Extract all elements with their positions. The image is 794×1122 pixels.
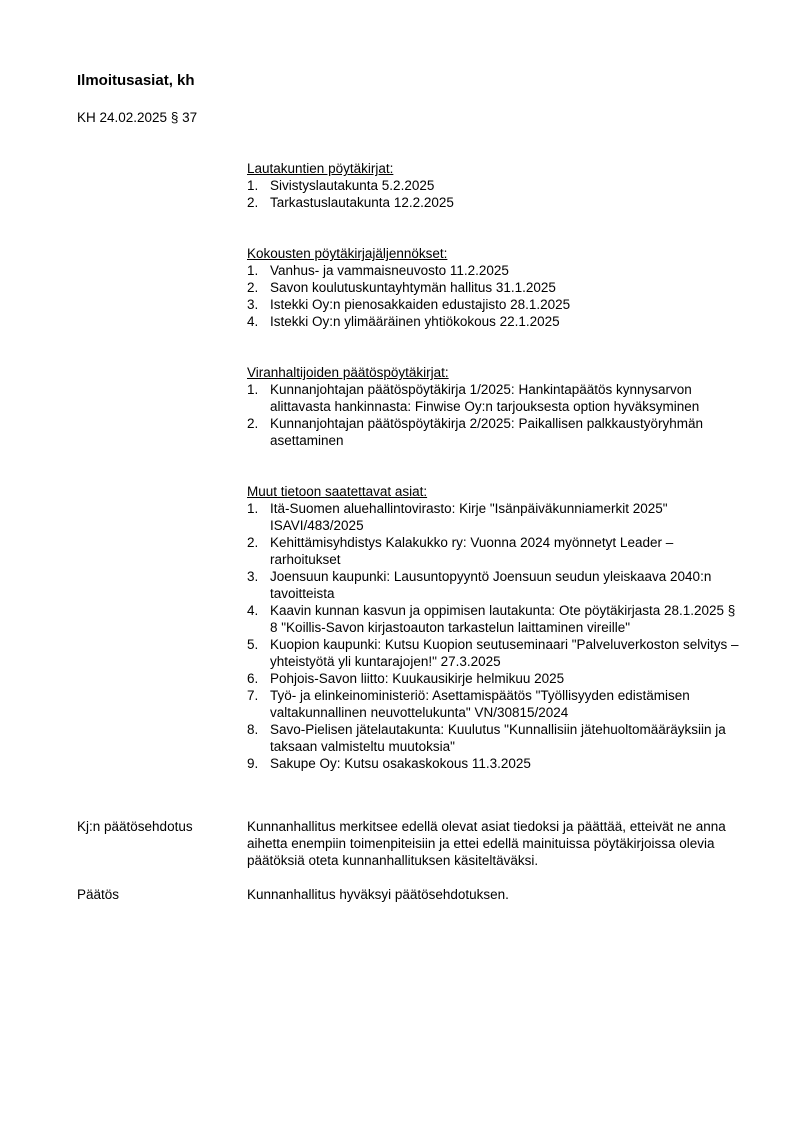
proposal-label: Kj:n päätösehdotus <box>77 819 193 834</box>
list-item: 2. Tarkastuslautakunta 12.2.2025 <box>247 195 454 210</box>
list-item: 1. Sivistyslautakunta 5.2.2025 <box>247 178 435 193</box>
list-item: 6. Pohjois-Savon liitto: Kuukausikirje helmikuu 2025 <box>247 671 565 686</box>
list-item: 2. Kunnanjohtajan päätöspöytäkirja 2/2025: Paikallisen palkkaustyöryhmän asettaminen <box>247 416 704 448</box>
list-item: 5. Kuopion kaupunki: Kutsu Kuopion seutuseminaari "Palveluverkoston selvitys – yhteistyötä yli kuntarajojen!" 27.3.2025 <box>247 637 739 669</box>
item-list <box>247 381 742 449</box>
section-meeting-extracts <box>247 245 742 330</box>
section-committee-minutes <box>247 160 742 211</box>
section-official-decisions <box>247 364 742 449</box>
section-heading: Kokousten pöytäkirjajäljennökset: <box>247 246 448 261</box>
list-item: 1. Itä-Suomen aluehallintovirasto: Kirje "Isänpäiväkunniamerkit 2025" ISAVI/483/2025 <box>247 501 668 533</box>
list-item: 1. Vanhus- ja vammaisneuvosto 11.2.2025 <box>247 263 509 278</box>
list-item: 3. Istekki Oy:n pienosakkaiden edustajisto 28.1.2025 <box>247 297 571 312</box>
decision-label: Päätös <box>77 887 120 902</box>
item-list <box>247 500 742 772</box>
list-item: 1. Kunnanjohtajan päätöspöytäkirja 1/2025: Hankintapäätös kynnysarvon alittavasta hankinnasta: Finwise Oy:n tarjouksesta option hyväksyminen <box>247 382 700 414</box>
list-item: 4. Kaavin kunnan kasvun ja oppimisen lautakunta: Ote pöytäkirjasta 28.1.2025 § 8 "Koillis-Savon kirjastoauton tarkastelun laittaminen vireille" <box>247 603 736 635</box>
list-item: 2. Savon koulutuskuntayhtymän hallitus 31.1.2025 <box>247 280 556 295</box>
list-item: 8. Savo-Pielisen jätelautakunta: Kuulutus "Kunnallisiin jätehuoltomääräyksiin ja taksaan valmisteltu muutoksia" <box>247 722 726 754</box>
proposal-text: Kunnanhallitus merkitsee edellä olevat asiat tiedoksi ja päättää, etteivät ne anna aihetta enempiin toimenpiteisiin ja ettei edellä mainituissa pöytäkirjoissa olevia päätöksiä oteta kunnanhallituksen käsiteltäväksi. <box>247 819 726 868</box>
item-list <box>247 262 742 330</box>
section-heading: Lautakuntien pöytäkirjat: <box>247 161 394 176</box>
proposal-row <box>77 818 742 869</box>
list-item: 9. Sakupe Oy: Kutsu osakaskokous 11.3.2025 <box>247 756 531 771</box>
section-other-matters <box>247 483 742 772</box>
notice-sections <box>247 160 742 806</box>
meeting-reference: KH 24.02.2025 § 37 <box>77 110 198 125</box>
decision-text: Kunnanhallitus hyväksyi päätösehdotuksen. <box>247 887 509 902</box>
list-item: 7. Työ- ja elinkeinoministeriö: Asettamispäätös "Työllisyyden edistämisen valtakunnallinen neuvottelukunta" VN/30815/2024 <box>247 688 690 720</box>
document-title: Ilmoitusasiat, kh <box>77 72 195 89</box>
decision-row <box>77 886 742 903</box>
list-item: 4. Istekki Oy:n ylimääräinen yhtiökokous 22.1.2025 <box>247 314 560 329</box>
list-item: 2. Kehittämisyhdistys Kalakukko ry: Vuonna 2024 myönnetyt Leader –rarhoitukset <box>247 535 674 567</box>
section-heading: Viranhaltijoiden päätöspöytäkirjat: <box>247 365 449 380</box>
list-item: 3. Joensuun kaupunki: Lausuntopyyntö Joensuun seudun yleiskaava 2040:n tavoitteista <box>247 569 712 601</box>
item-list <box>247 177 742 211</box>
section-heading: Muut tietoon saatettavat asiat: <box>247 484 428 499</box>
